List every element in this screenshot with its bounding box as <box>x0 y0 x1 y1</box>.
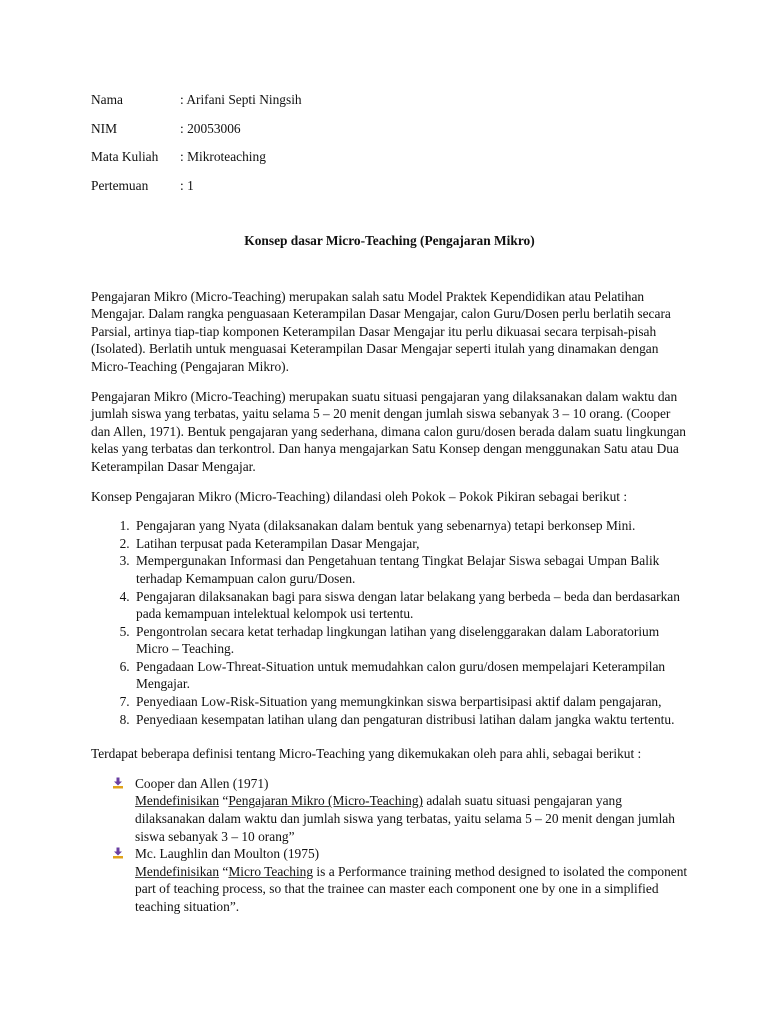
info-value: : Mikroteaching <box>180 149 266 164</box>
definition-item <box>91 845 688 915</box>
definition-author: Mc. Laughlin dan Moulton (1975) <box>135 846 320 862</box>
list-item: 8. Penyediaan kesempatan latihan ulang dan pengaturan distribusi latihan dalam jangka waktu tertentu. <box>133 711 688 729</box>
list-item: 5. Pengontrolan secara ketat terhadap lingkungan latihan yang diselenggarakan dalam Laboratorium Micro – Teaching. <box>133 623 688 658</box>
info-row-mata-kuliah <box>91 148 688 177</box>
definition-verb: Mendefinisikan <box>135 863 220 879</box>
info-label: Pertemuan <box>91 177 149 193</box>
definition-rest: adalah suatu situasi pengajaran yang dilaksanakan dalam waktu dan jumlah siswa yang terbatas, yaitu selama 5 – 20 menit dengan jumlah siswa sebanyak 3 – 10 orang” <box>135 793 675 844</box>
down-arrow-bullet-icon <box>112 847 124 859</box>
numbered-list <box>91 517 688 728</box>
student-info <box>91 91 688 205</box>
info-label: NIM <box>91 120 118 136</box>
definition-author: Cooper dan Allen (1971) <box>135 775 269 791</box>
info-value: : 1 <box>180 177 194 193</box>
list-item: 3. Mempergunakan Informasi dan Pengetahuan tentang Tingkat Belajar Siswa sebagai Umpan Balik terhadap Kemampuan calon guru/Dosen. <box>133 552 688 587</box>
info-row-nama <box>91 91 688 120</box>
definition-text <box>135 792 688 845</box>
list-item: 4. Pengajaran dilaksanakan bagi para siswa dengan latar belakang yang berbeda – beda dan berdasarkan pada kemampuan intelektual kelompok usi tertentu. <box>133 588 688 623</box>
quote-open: “ <box>219 863 229 879</box>
paragraph: Pengajaran Mikro (Micro-Teaching) merupakan salah satu Model Praktek Kependidikan atau Pelatihan Mengajar. Dalam rangka penguasaan Keterampilan Dasar Mengajar, calon Guru/Dosen perlu berlatih secara Parsial, artinya tiap-tiap komponen Keterampilan Dasar Mengajar itu perlu dikuasai secara terpisah-pisah (Isolated). Berlatih untuk menguasai Keterampilan Dasar Mengajar seperti itulah yang dinamakan dengan Micro-Teaching (Pengajaran Mikro). <box>91 288 671 374</box>
definition-term: Micro Teaching <box>228 863 314 879</box>
definitions-intro: Terdapat beberapa definisi tentang Micro-Teaching yang dikemukakan oleh para ahli, sebagai berikut : <box>91 746 642 762</box>
list-item: 2. Latihan terpusat pada Keterampilan Dasar Mengajar, <box>133 535 688 553</box>
definition-item <box>91 775 688 845</box>
down-arrow-bullet-icon <box>112 777 124 789</box>
info-value: : Arifani Septi Ningsih <box>180 92 302 107</box>
definitions-list <box>91 775 688 916</box>
info-label: Nama <box>91 92 123 107</box>
paragraph: Konsep Pengajaran Mikro (Micro-Teaching) dilandasi oleh Pokok – Pokok Pikiran sebagai berikut : <box>91 488 628 504</box>
definition-verb: Mendefinisikan <box>135 793 220 809</box>
info-row-pertemuan <box>91 177 688 206</box>
list-item: 7. Penyediaan Low-Risk-Situation yang memungkinkan siswa berpartisipasi aktif dalam pengajaran, <box>133 693 688 711</box>
info-value: : 20053006 <box>180 120 241 136</box>
list-item: 6. Pengadaan Low-Threat-Situation untuk memudahkan calon guru/dosen mempelajari Keterampilan Mengajar. <box>133 658 688 693</box>
quote-open: “ <box>219 793 229 809</box>
definition-rest: is a Performance training method designed to isolated the component part of teaching process, so that the trainee can master each component one by one in a simplified teaching situation”. <box>135 863 688 914</box>
info-label: Mata Kuliah <box>91 149 159 164</box>
info-row-nim <box>91 120 688 149</box>
list-item: 1. Pengajaran yang Nyata (dilaksanakan dalam bentuk yang sebenarnya) tetapi berkonsep Mini. <box>133 517 688 535</box>
definition-term: Pengajaran Mikro (Micro-Teaching) <box>228 793 423 809</box>
paragraph: Pengajaran Mikro (Micro-Teaching) merupakan suatu situasi pengajaran yang dilaksanakan dalam waktu dan jumlah siswa yang terbatas, yaitu selama 5 – 20 menit dengan jumlah siswa sebanyak 3 – 10 orang. (Cooper dan Allen, 1971). Bentuk pengajaran yang sederhana, dimana calon guru/dosen berada dalam suatu lingkungan kelas yang terbatas dan terkontrol. Dan hanya mengajarkan Satu Konsep dengan menggunakan Satu atau Dua Keterampilan Dasar Mengajar. <box>91 388 686 474</box>
document-title: Konsep dasar Micro-Teaching (Pengajaran Mikro) <box>244 233 535 248</box>
definition-text <box>135 863 688 916</box>
